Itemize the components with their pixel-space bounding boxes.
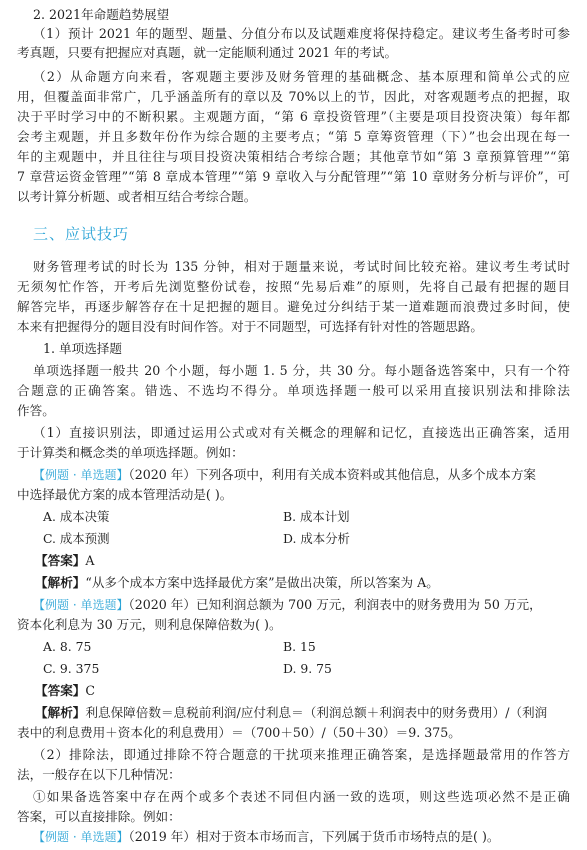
option-b: B. 成本计划 (283, 509, 350, 524)
paragraph-line: 财务管理考试的时长为 135 分钟，相对于题量来说，考试时间比较充裕。建议考生考试时 (33, 259, 570, 274)
paragraph-line: 会考主观题，并且多数年份作为综合题的主要考点；“第 5 章筹资管理（下）”也会出现在每一 (17, 129, 570, 144)
option-c: C. 9. 375 (43, 661, 100, 676)
option-b: B. 15 (283, 639, 316, 654)
example-stem-line: 中选择最优方案的成本管理活动是( )。 (17, 487, 233, 502)
option-a: A. 成本决策 (43, 509, 110, 524)
paragraph-line: 合题意的正确答案。错选、不选均不得分。单项选择题一般可以采用直接识别法和排除法 (17, 383, 570, 398)
section-heading: 2. 2021年命题趋势展望 (33, 7, 170, 22)
example-tag: 【例题 · 单选题】 (33, 468, 129, 482)
paragraph-line: 年的主观题中，并且往往与项目投资决策相结合考综合题；其他章节如“第 3 章预算管理”“第 (17, 149, 570, 164)
example-stem: （2020 年）下列各项中，利用有关成本资料或其他信息，从多个成本方案 (128, 467, 537, 482)
paragraph-line: ①如果备选答案中存在两个或多个表述不同但内涵一致的选项，则这些选项必然不是正确 (33, 789, 570, 804)
paragraph-line: 于计算类和概念类的单项选择题。例如： (17, 445, 244, 460)
answer-value: C (85, 683, 96, 698)
subheading: 1. 单项选择题 (43, 341, 122, 356)
paragraph-line: 法，一般存在以下几种情况： (17, 767, 181, 782)
example-tag: 【例题 · 单选题】 (33, 830, 129, 844)
option-d: D. 成本分析 (283, 531, 350, 546)
paragraph-line: 用，但覆盖面非常广，几乎涵盖所有的章以及 70%以上的节，因此，对客观题考点的把握，取 (17, 89, 570, 104)
paragraph-line: 解答完毕，再逐步解答存在十足把握的题目。避免过分纠结于某一道难题而浪费过多时间，使 (17, 299, 570, 314)
example-stem: （2020 年）已知利润总额为 700 万元，利润表中的财务费用为 50 万元， (128, 597, 542, 612)
paragraph-line: 无须匆忙作答，开考后先浏览整份试卷，按照“先易后难”的原则，先将自己最有把握的题目 (17, 279, 570, 294)
answer-line (35, 682, 587, 700)
paragraph-line: 考真题，只要有把握应对真题，就一定能顺利通过 2021 年的考试。 (17, 45, 398, 60)
paragraph-line: 答案，可以直接排除。例如： (17, 809, 181, 824)
example-question (33, 828, 570, 846)
answer-tag: 【答案】 (35, 553, 86, 568)
analysis-line (35, 704, 570, 722)
paragraph-line: 单项选择题一般共 20 个小题，每小题 1. 5 分，共 30 分。每小题备选答案中，只有一个符 (33, 363, 570, 378)
paragraph-line: 本来有把握得分的题目没有时间作答。对于不同题型，可选择有针对性的答题思路。 (17, 319, 483, 334)
paragraph-line: 以考计算分析题、或者相互结合考综合题。 (17, 189, 257, 204)
analysis-text: 利息保障倍数＝息税前利润/应付利息＝（利润总额＋利润表中的财务费用）/（利润 (85, 705, 548, 720)
option-a: A. 8. 75 (43, 639, 92, 654)
paragraph-line: 作答。 (17, 403, 55, 418)
answer-line (35, 552, 587, 570)
answer-tag: 【答案】 (35, 683, 86, 698)
paragraph-line: 7 章营运资金管理”“第 8 章成本管理”“第 9 章收入与分配管理”“第 10 章财务分析与评价”，可 (17, 169, 570, 184)
section-title: 三、应试技巧 (33, 225, 130, 243)
analysis-line: 表中的利息费用＋资本化的利息费用）＝（700＋50）/（50＋30）＝9. 375。 (17, 725, 461, 740)
paragraph-line: （1）直接识别法，即通过运用公式或对有关概念的理解和记忆，直接选出正确答案，适用 (33, 425, 570, 440)
option-c: C. 成本预测 (43, 531, 110, 546)
answer-value: A (85, 553, 95, 568)
analysis-text: “从多个成本方案中选择最优方案”是做出决策，所以答案为 A。 (85, 575, 439, 590)
option-d: D. 9. 75 (283, 661, 332, 676)
paragraph-line: （2）从命题方向来看，客观题主要涉及财务管理的基础概念、基本原理和简单公式的应 (33, 69, 570, 84)
paragraph-line: （2）排除法，即通过排除不符合题意的干扰项来推理正确答案，是选择题最常用的作答方 (33, 747, 570, 762)
example-stem: （2019 年）相对于资本市场而言，下列属于货币市场特点的是( )。 (128, 829, 500, 844)
example-tag: 【例题 · 单选题】 (33, 598, 129, 612)
analysis-tag: 【解析】 (35, 705, 86, 720)
example-question (33, 596, 570, 614)
example-stem-line: 资本化利息为 30 万元，则利息保障倍数为( )。 (17, 617, 282, 632)
analysis-tag: 【解析】 (35, 575, 86, 590)
example-question (33, 466, 570, 484)
paragraph-line: 决于平时学习中的不断积累。主观题方面，“第 6 章投资管理”（主要是项目投资决策）每年都 (17, 109, 570, 124)
paragraph-line: （1）预计 2021 年的题型、题量、分值分布以及试题难度将保持稳定。建议考生备考时可参 (33, 26, 570, 41)
analysis-line (35, 574, 587, 592)
